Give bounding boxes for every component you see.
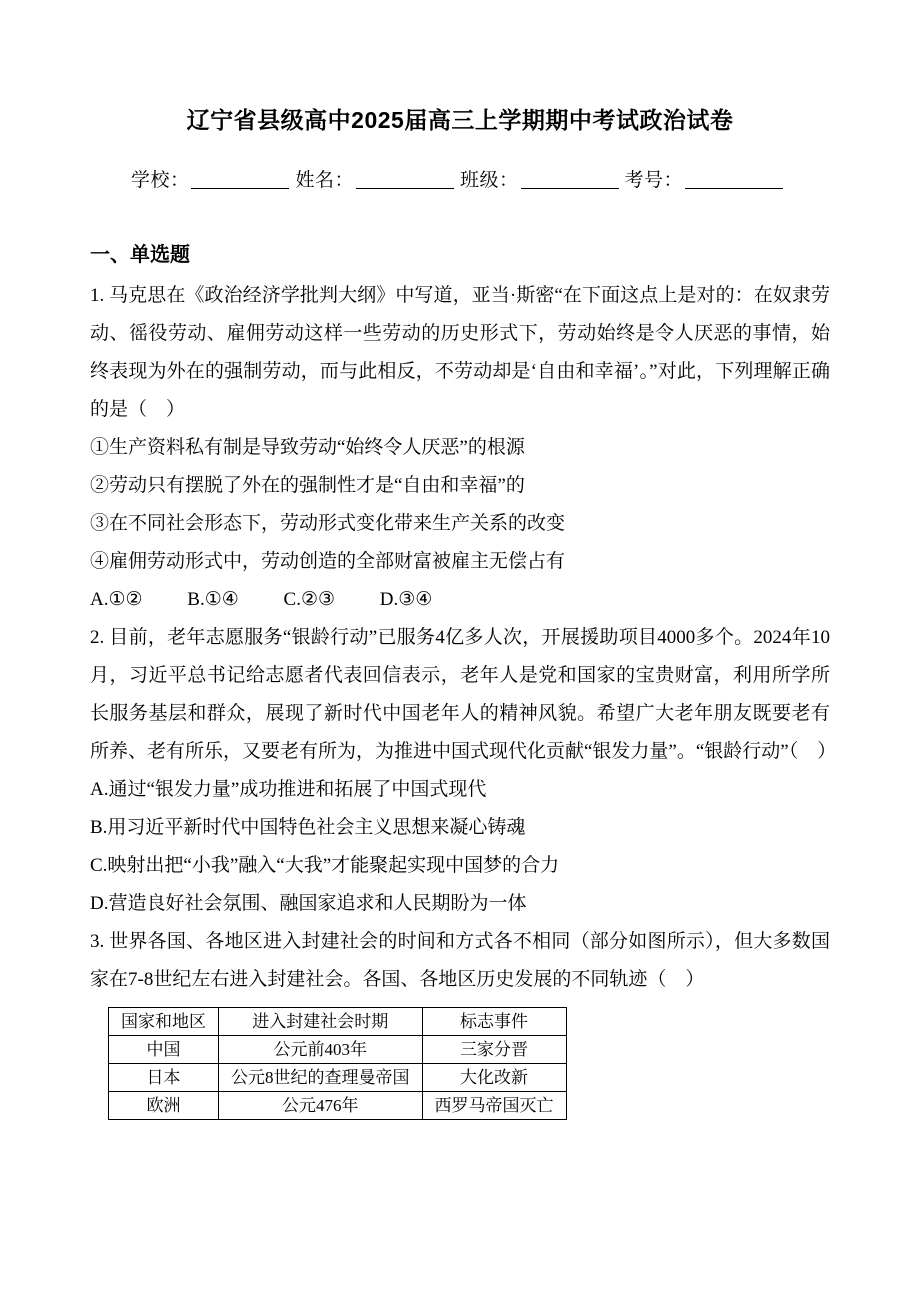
question-1-item-1: ①生产资料私有制是导致劳动“始终令人厌恶”的根源 [90, 437, 525, 458]
question-2-option-b: B.用习近平新时代中国特色社会主义思想来凝心铸魂 [90, 817, 526, 838]
table-cell: 公元前403年 [219, 1036, 423, 1064]
question-2 [90, 619, 837, 923]
table-cell: 公元476年 [219, 1092, 423, 1120]
class-blank-field [521, 169, 619, 189]
table-cell: 欧洲 [109, 1092, 219, 1120]
name-label: 姓名： [295, 170, 354, 191]
question-2-stem: 2. 目前，老年志愿服务“银龄行动”已服务4亿多人次，开展援助项目4000多个。2024年10月，习近平总书记给志愿者代表回信表示，老年人是党和国家的宝贵财富，利用所学所长服务基层和群众，展现了新时代中国老年人的精神风貌。希望广大老年朋友既要老有所养、老有所乐，又要老有所为，为推进中国式现代化贡献“银发力量”。“银龄行动”（ ） [90, 627, 837, 762]
question-1-item-4: ④雇佣劳动形式中，劳动创造的全部财富被雇主无偿占有 [90, 551, 566, 572]
school-blank-field [191, 169, 289, 189]
question-3-stem: 3. 世界各国、各地区进入封建社会的时间和方式各不相同（部分如图所示），但大多数国家在7-8世纪左右进入封建社会。各国、各地区历史发展的不同轨迹（ ） [90, 931, 830, 990]
table-header-country: 国家和地区 [109, 1008, 219, 1036]
section-heading-single-choice: 一、单选题 [90, 244, 190, 266]
table-header-event: 标志事件 [422, 1008, 566, 1036]
school-label: 学校： [130, 170, 190, 191]
page-title: 辽宁省县级高中2025届高三上学期期中考试政治试卷 [186, 107, 734, 133]
question-2-option-c: C.映射出把“小我”融入“大我”才能聚起实现中国梦的合力 [90, 855, 560, 876]
table-cell: 公元8世纪的查理曼帝国 [219, 1064, 423, 1092]
question-1-item-2: ②劳动只有摆脱了外在的强制性才是“自由和幸福”的 [90, 475, 525, 496]
question-1-option-c: C.②③ [283, 589, 336, 610]
question-1-stem: 1. 马克思在《政治经济学批判大纲》中写道，亚当·斯密“在下面这点上是对的：在奴隶劳动、徭役劳动、雇佣劳动这样一些劳动的历史形式下，劳动始终是令人厌恶的事情，始终表现为外在的强制劳动，而与此相反，不劳动却是‘自由和幸福’。”对此，下列理解正确的是（ ） [90, 285, 830, 420]
table-cell: 大化改新 [422, 1064, 566, 1092]
question-3 [90, 923, 830, 1120]
table-cell: 三家分晋 [422, 1036, 566, 1064]
table-row [109, 1064, 567, 1092]
exam-number-blank-field [685, 169, 783, 189]
class-label: 班级： [460, 170, 519, 191]
table-header-period: 进入封建社会时期 [219, 1008, 423, 1036]
exam-number-label: 考号： [624, 170, 684, 191]
table-cell: 日本 [109, 1064, 219, 1092]
table-header-row [109, 1008, 567, 1036]
table-cell: 西罗马帝国灭亡 [422, 1092, 566, 1120]
question-2-option-a: A.通过“银发力量”成功推进和拓展了中国式现代 [90, 779, 487, 800]
table-row [109, 1036, 567, 1064]
feudal-society-table [108, 1007, 567, 1120]
name-blank-field [356, 169, 454, 189]
question-1 [90, 277, 830, 619]
question-2-option-d: D.营造良好社会氛围、融国家追求和人民期盼为一体 [90, 893, 527, 914]
question-1-option-b: B.①④ [187, 589, 239, 610]
student-info-line [90, 165, 830, 192]
question-1-option-d: D.③④ [379, 589, 433, 610]
table-cell: 中国 [109, 1036, 219, 1064]
questions-area [90, 277, 837, 1120]
question-1-option-a: A.①② [90, 589, 143, 610]
question-1-options [90, 581, 830, 619]
table-row [109, 1092, 567, 1120]
question-1-item-3: ③在不同社会形态下，劳动形式变化带来生产关系的改变 [90, 513, 566, 534]
